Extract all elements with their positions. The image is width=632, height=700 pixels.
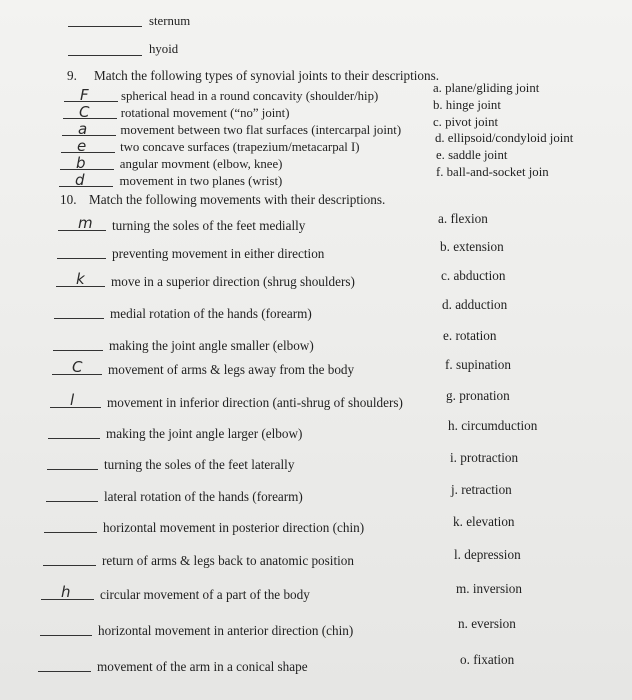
answer-blank[interactable] <box>60 169 114 170</box>
answer-blank[interactable] <box>40 635 92 636</box>
answer-blank[interactable] <box>47 469 98 470</box>
handwritten-answer: h <box>61 583 71 601</box>
option-label: h. circumduction <box>448 418 538 433</box>
option-label: d. adduction <box>442 297 508 312</box>
description-text: medial rotation of the hands (forearm) <box>110 306 312 321</box>
option-label: j. retraction <box>451 482 512 497</box>
answer-blank[interactable] <box>43 565 96 566</box>
question-number: 9. <box>67 68 77 83</box>
answer-blank[interactable] <box>44 532 97 533</box>
description-text: making the joint angle smaller (elbow) <box>109 338 314 353</box>
term-label: sternum <box>149 14 191 28</box>
option-label: c. abduction <box>441 268 506 283</box>
answer-blank[interactable] <box>62 135 116 136</box>
handwritten-answer: e <box>77 137 87 155</box>
option-label: n. eversion <box>458 616 516 631</box>
description-text: two concave surfaces (trapezium/metacarpal I) <box>120 140 360 154</box>
handwritten-answer: C <box>79 103 90 121</box>
handwritten-answer: a <box>78 120 88 138</box>
option-label: c. pivot joint <box>433 115 499 129</box>
answer-blank[interactable] <box>38 671 91 672</box>
description-text: rotational movement (“no” joint) <box>120 106 290 120</box>
answer-blank[interactable] <box>57 258 106 259</box>
description-text: return of arms & legs back to anatomic position <box>102 553 354 568</box>
answer-blank[interactable] <box>61 152 115 153</box>
option-label: e. rotation <box>443 328 497 343</box>
answer-blank[interactable] <box>54 318 104 319</box>
handwritten-answer: l <box>70 391 75 409</box>
option-label: f. supination <box>445 357 511 372</box>
answer-blank[interactable] <box>63 118 117 119</box>
answer-blank[interactable] <box>53 350 103 351</box>
handwritten-answer: d <box>75 171 85 189</box>
answer-blank[interactable] <box>50 407 101 408</box>
answer-blank[interactable] <box>64 101 118 102</box>
answer-blank[interactable] <box>46 501 98 502</box>
answer-blank[interactable] <box>48 438 100 439</box>
description-text: movement of the arm in a conical shape <box>97 659 308 674</box>
description-text: preventing movement in either direction <box>112 246 325 261</box>
handwritten-answer: k <box>76 270 85 288</box>
description-text: movement between two flat surfaces (intercarpal joint) <box>120 123 402 137</box>
option-label: a. flexion <box>438 211 488 226</box>
answer-blank[interactable] <box>59 186 113 187</box>
answer-blank[interactable] <box>68 26 142 27</box>
option-label: k. elevation <box>453 514 515 529</box>
option-label: b. hinge joint <box>433 98 501 112</box>
handwritten-answer: m <box>78 214 93 232</box>
question-prompt: Match the following movements with their descriptions. <box>89 192 386 207</box>
description-text: turning the soles of the feet laterally <box>104 457 295 472</box>
option-label: b. extension <box>440 239 504 254</box>
question-number: 10. <box>60 192 77 207</box>
question-prompt: Match the following types of synovial joints to their descriptions. <box>94 68 440 83</box>
answer-blank[interactable] <box>68 55 142 56</box>
description-text: movement in two planes (wrist) <box>119 174 283 188</box>
option-label: e. saddle joint <box>436 148 508 162</box>
description-text: spherical head in a round concavity (shoulder/hip) <box>121 89 379 103</box>
option-label: d. ellipsoid/condyloid joint <box>435 131 574 145</box>
option-label: l. depression <box>454 547 521 562</box>
description-text: movement of arms & legs away from the body <box>108 362 355 377</box>
handwritten-answer: b <box>76 154 86 172</box>
option-label: m. inversion <box>456 581 522 596</box>
description-text: movement in inferior direction (anti-shrug of shoulders) <box>107 395 403 410</box>
handwritten-answer: F <box>80 86 89 104</box>
option-label: f. ball-and-socket join <box>436 165 549 179</box>
description-text: horizontal movement in posterior direction (chin) <box>103 520 365 535</box>
description-text: lateral rotation of the hands (forearm) <box>104 489 303 504</box>
option-label: o. fixation <box>460 652 515 667</box>
term-label: hyoid <box>149 42 179 56</box>
description-text: turning the soles of the feet medially <box>112 218 306 233</box>
option-label: g. pronation <box>446 388 510 403</box>
option-label: i. protraction <box>450 450 519 465</box>
option-label: a. plane/gliding joint <box>433 81 540 95</box>
description-text: horizontal movement in anterior direction (chin) <box>98 623 354 638</box>
handwritten-answer: C <box>72 358 83 376</box>
description-text: circular movement of a part of the body <box>100 587 310 602</box>
description-text: move in a superior direction (shrug shoulders) <box>111 274 355 289</box>
description-text: making the joint angle larger (elbow) <box>106 426 303 441</box>
description-text: angular movment (elbow, knee) <box>119 157 283 171</box>
